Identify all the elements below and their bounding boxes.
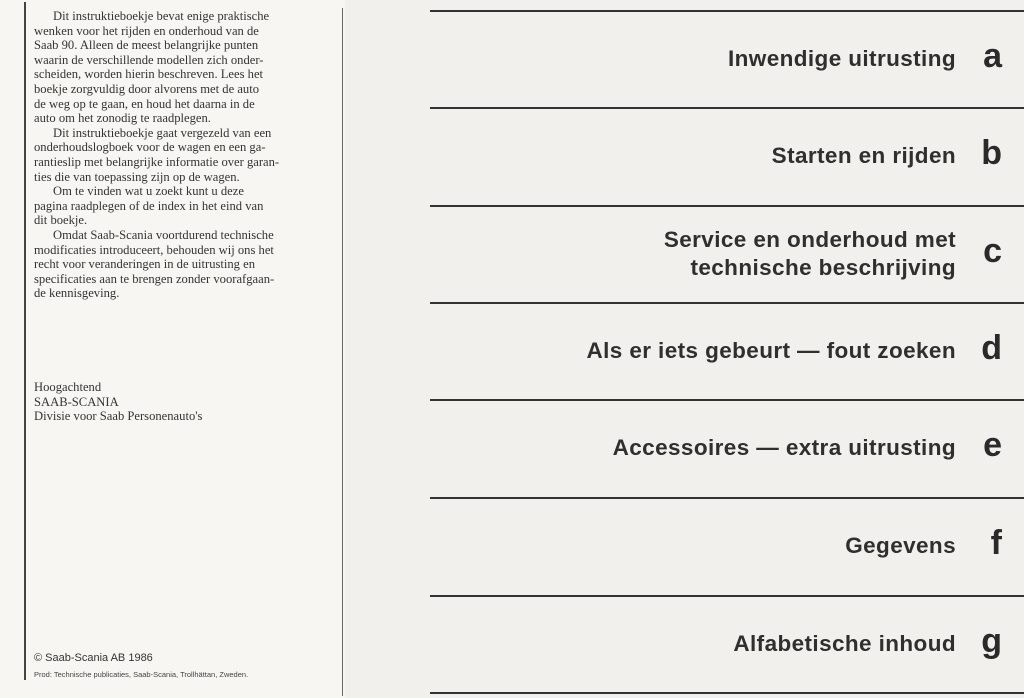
section-letter: d: [981, 328, 1002, 367]
intro-paragraph: [34, 228, 334, 301]
text-line: specificaties aan te brengen zonder voorafgaan-: [34, 271, 275, 286]
intro-text: [34, 9, 334, 301]
text-line: Dit instruktieboekje gaat vergezeld van een: [53, 125, 272, 140]
text-line: auto om het zonodig te raadplegen.: [34, 111, 211, 126]
section-title: [613, 434, 956, 462]
signature: [34, 380, 202, 424]
section-title-line: Gegevens: [845, 532, 956, 558]
page-edge-rule: [342, 8, 343, 696]
text-line: Omdat Saab-Scania voortdurend technische: [53, 227, 274, 242]
text-line: scheiden, worden hierin beschreven. Lees het: [34, 67, 264, 82]
signature-line: Divisie voor Saab Personenauto's: [34, 409, 203, 424]
margin-rule: [24, 2, 26, 680]
section-title: [845, 532, 956, 560]
section-tab-c[interactable]: [430, 205, 1024, 302]
section-title-line: technische beschrijving: [690, 254, 956, 280]
signature-line: SAAB-SCANIA: [34, 394, 119, 409]
section-tab-e[interactable]: [430, 399, 1024, 496]
section-title: [586, 337, 956, 365]
text-line: Dit instruktieboekje bevat enige praktische: [53, 9, 270, 23]
section-tab-f[interactable]: [430, 497, 1024, 594]
text-line: ties die van toepassing zijn op de wagen.: [34, 169, 240, 184]
section-title-line: Als er iets gebeurt — fout zoeken: [586, 337, 956, 363]
intro-paragraph: [34, 184, 334, 228]
section-title: [772, 142, 956, 170]
section-tab-d[interactable]: [430, 302, 1024, 399]
section-letter: b: [981, 133, 1002, 172]
copyright: © Saab-Scania AB 1986: [34, 652, 153, 664]
text-line: rantieslip met belangrijke informatie over garan-: [34, 154, 280, 169]
section-title-line: Accessoires — extra uitrusting: [612, 434, 956, 460]
section-tab-a[interactable]: [430, 10, 1024, 107]
section-title-line: Inwendige uitrusting: [728, 45, 956, 71]
section-title-line: Starten en rijden: [771, 142, 956, 168]
text-line: wenken voor het rijden en onderhoud van de: [34, 23, 259, 38]
intro-paragraph: [34, 9, 334, 126]
text-line: recht voor veranderingen in de uitrusting en: [34, 257, 256, 272]
text-line: modificaties introduceert, behouden wij ons het: [34, 242, 274, 257]
text-line: pagina raadplegen of de index in het eind van: [34, 198, 264, 213]
section-divider: [430, 692, 1024, 694]
section-title: [664, 226, 956, 282]
section-letter: a: [983, 36, 1002, 75]
section-letter: f: [990, 523, 1002, 562]
section-letter: e: [983, 425, 1002, 464]
section-tab-b[interactable]: [430, 107, 1024, 204]
intro-paragraph: [34, 126, 334, 184]
text-line: de kennisgeving.: [34, 286, 120, 301]
section-title-line: Alfabetische inhoud: [733, 630, 956, 656]
text-line: Om te vinden wat u zoekt kunt u deze: [53, 184, 244, 199]
text-line: de weg op te gaan, en houd het daarna in de: [34, 96, 255, 111]
section-letter: c: [983, 231, 1002, 270]
section-title: [733, 630, 956, 658]
production-credit: Prod: Technische publicaties, Saab-Scania, Trollhättan, Zweden.: [34, 670, 249, 679]
section-letter: g: [981, 621, 1002, 660]
text-line: Saab 90. Alleen de meest belangrijke punten: [34, 38, 259, 53]
text-line: onderhoudslogboek voor de wagen en een ga-: [34, 140, 266, 155]
text-line: boekje zorgvuldig door alvorens met de auto: [34, 81, 259, 96]
section-title-line: Service en onderhoud met: [663, 226, 956, 252]
text-line: dit boekje.: [34, 213, 88, 228]
section-tab-g[interactable]: [430, 595, 1024, 692]
text-line: waarin de verschillende modellen zich onder-: [34, 52, 264, 67]
section-title: [728, 45, 956, 73]
signature-line: Hoogachtend: [34, 380, 102, 394]
